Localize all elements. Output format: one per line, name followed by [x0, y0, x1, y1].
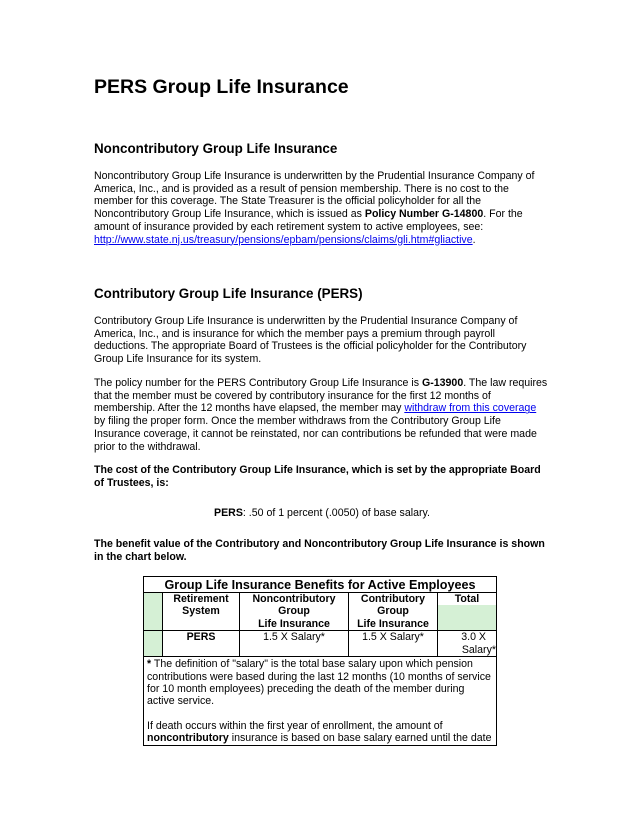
header-noncontrib-line-3: Life Insurance [258, 617, 330, 630]
contributory-paragraph-1: Contributory Group Life Insurance is underwritten by the Prudential Insurance Company of America, Inc., and is insurance for which the member pays a premium through payroll deductions. The appropriate Board of Trustees is the official policyholder for the Contributory Group Life Insurance for its system. [94, 315, 527, 366]
cell-system: PERS [163, 631, 240, 657]
benefits-table [143, 576, 497, 746]
header-total-label: Total [454, 593, 480, 605]
note-text-2a: If death occurs within the first year of enrollment, the amount of [147, 719, 443, 732]
header-contrib-line-2: Group [377, 605, 409, 618]
noncontributory-text-1: Noncontributory Group Life Insurance is underwritten by the Prudential Insurance Company of America, Inc., and is provided as a result of pension membership. There is no cost to the member for this coverage. The State Treasurer is the official policyholder for all the Noncontributory Group Life Insurance, which is issued as [94, 170, 535, 221]
header-contributory [349, 593, 438, 631]
cell-total-line-2: Salary* [461, 643, 496, 656]
header-retirement-system [163, 593, 240, 631]
cost-rate-label: PERS [214, 507, 243, 519]
note-star: * [147, 658, 152, 671]
salary-definition-note [147, 658, 493, 708]
header-retirement-line-1: Retirement [173, 593, 229, 605]
noncontributory-heading: Noncontributory Group Life Insurance [94, 141, 338, 156]
withdraw-coverage-link[interactable]: withdraw from this coverage [404, 402, 537, 415]
noncontributory-policy-number: Policy Number G-14800 [364, 208, 484, 221]
header-noncontrib-line-2: Group [278, 605, 310, 618]
gli-active-link[interactable]: http://www.state.nj.us/treasury/pensions/epbam/pensions/claims/gli.htm#gliactive [94, 233, 473, 246]
noncontributory-paragraph [94, 170, 550, 246]
contributory-text-c: by filing the proper form. Once the member withdraws from the Contributory Group Life Insurance coverage, it cannot be reinstated, nor can contributions be refunded that were made prior to the withdrawal. [94, 415, 537, 453]
header-noncontrib-line-1: Noncontributory [252, 593, 336, 605]
cell-total-line-1: 3.0 X [461, 631, 486, 644]
row-marker-cell [144, 593, 163, 631]
table-note [144, 657, 497, 745]
cell-total [438, 631, 497, 657]
first-year-note [147, 720, 493, 745]
header-total [438, 593, 497, 631]
benefit-heading: The benefit value of the Contributory and Noncontributory Group Life Insurance is shown in the chart below. [94, 538, 545, 563]
cell-contrib: 1.5 X Salary* [349, 631, 438, 657]
cost-rate [94, 507, 550, 520]
contributory-heading: Contributory Group Life Insurance (PERS) [94, 286, 363, 301]
note-text-2b: insurance is based on base salary earned until the date [228, 732, 492, 745]
cost-heading: The cost of the Contributory Group Life Insurance, which is set by the appropriate Board of Trustees, is: [94, 464, 541, 489]
cost-rate-text: : .50 of 1 percent (.0050) of base salary. [242, 507, 430, 519]
contributory-policy-number: G-13900 [421, 377, 464, 389]
page-title: PERS Group Life Insurance [94, 76, 349, 98]
note-text-1: The definition of "salary" is the total base salary upon which pension contributions were based during the last 12 months (10 months of service for 10 month employees) preceding the death of the member during active service. [147, 658, 491, 708]
header-contrib-line-3: Life Insurance [357, 617, 429, 630]
header-total-fill [438, 605, 496, 630]
header-contrib-line-1: Contributory [360, 593, 426, 605]
row-marker-cell [144, 631, 163, 657]
note-text-2-bold: noncontributory [147, 732, 229, 745]
contributory-paragraph-2 [94, 377, 550, 453]
contributory-text-a: The policy number for the PERS Contributory Group Life Insurance is [94, 377, 422, 389]
contributory-text-b: . The law requires that the member must be covered by contributory insurance for the first 12 months of membership. After the 12 months have elapsed, the member may [94, 377, 548, 415]
table-caption: Group Life Insurance Benefits for Active Employees [144, 577, 497, 593]
header-noncontributory [240, 593, 349, 631]
header-retirement-line-2: System [182, 605, 220, 618]
noncontributory-text-3: . [472, 233, 476, 246]
cell-noncontrib: 1.5 X Salary* [240, 631, 349, 657]
noncontributory-text-2: . For the amount of insurance provided by each retirement system to active employees, see: [94, 208, 523, 233]
